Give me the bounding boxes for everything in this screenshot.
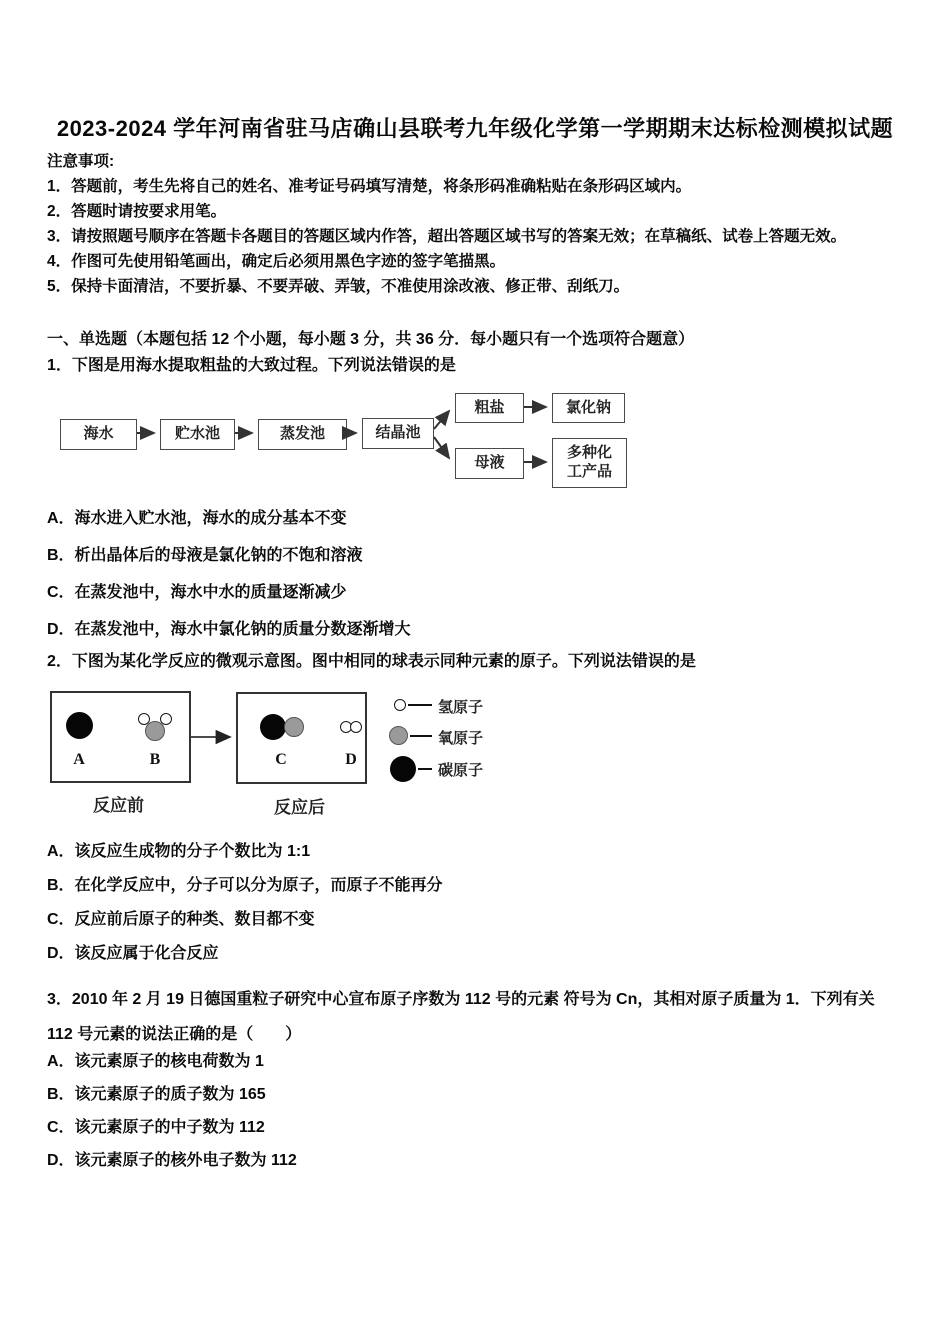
molecule-label-b: B [149, 751, 161, 768]
q1-option-b: B．析出晶体后的母液是氯化钠的不饱和溶液 [47, 547, 363, 564]
q1-flowchart [0, 388, 700, 493]
flowchart-box-label: 结晶池 [375, 424, 421, 442]
q2-option-d: D．该反应属于化合反应 [47, 945, 219, 962]
flowchart-box-label: 粗盐 [474, 398, 505, 416]
q2-reaction-diagram [40, 685, 520, 825]
q1-option-a: A．海水进入贮水池，海水的成分基本不变 [47, 510, 347, 527]
legend-hydrogen-icon [394, 699, 406, 711]
page-title: 2023-2024 学年河南省驻马店确山县联考九年级化学第一学期期末达标检测模拟试题 [56, 116, 894, 141]
question-3-stem [47, 982, 875, 1052]
flowchart-box-label: 氯化钠 [565, 398, 611, 416]
notice-heading: 注意事项: [47, 153, 115, 170]
q3-option-b: B．该元素原子的质子数为 165 [47, 1086, 266, 1103]
carbon-atom-icon [66, 712, 93, 739]
legend-carbon-icon [390, 756, 416, 782]
molecule-label-d: D [345, 751, 357, 768]
q3-option-d: D．该元素原子的核外电子数为 112 [47, 1152, 297, 1169]
notice-section [47, 149, 917, 299]
notice-item: 4．作图可先使用铅笔画出，确定后必须用黑色字迹的签字笔描黑。 [47, 253, 506, 270]
question-3-options [47, 1052, 297, 1184]
q1-option-d: D．在蒸发池中，海水中氯化钠的质量分数逐渐增大 [47, 621, 411, 638]
legend-carbon-label: 碳原子 [438, 762, 484, 779]
after-reaction-box [236, 692, 367, 784]
question-1-options [47, 509, 411, 657]
notice-item: 2．答题时请按要求用笔。 [47, 203, 227, 220]
flowchart-box-label: 多种化工产品 [566, 444, 612, 480]
legend-line [410, 735, 432, 737]
carbon-atom-icon [260, 714, 286, 740]
q3-option-c: C．该元素原子的中子数为 112 [47, 1119, 265, 1136]
hydrogen-atom-icon [350, 721, 362, 733]
q3-stem-line-1: 3．2010 年 2 月 19 日德国重粒子研究中心宣布原子序数为 112 号的元素 符号为 Cn，其相对原子质量为 1．下列有关 [47, 991, 875, 1008]
q2-option-b: B．在化学反应中，分子可以分为原子，而原子不能再分 [47, 877, 443, 894]
notice-item: 3．请按照题号顺序在答题卡各题目的答题区域内作答，超出答题区域书写的答案无效；在草稿纸、试卷上答题无效。 [47, 228, 847, 245]
legend-oxygen-icon [389, 726, 408, 745]
legend-line [418, 768, 432, 770]
flowchart-box-label: 海水 [83, 425, 114, 443]
flowchart-box-label: 贮水池 [174, 425, 220, 443]
question-1-stem: 1．下图是用海水提取粗盐的大致过程。下列说法错误的是 [47, 357, 456, 374]
reaction-arrow-icon [190, 729, 238, 745]
question-2-options [47, 842, 443, 978]
after-reaction-label: 反应后 [274, 798, 325, 817]
legend-oxygen-label: 氧原子 [438, 730, 484, 747]
q3-option-a: A．该元素原子的核电荷数为 1 [47, 1053, 264, 1070]
q1-option-c: C．在蒸发池中，海水中水的质量逐渐减少 [47, 584, 347, 601]
before-reaction-box [50, 691, 191, 783]
hydrogen-atom-icon [138, 713, 150, 725]
q3-stem-line-2: 112 号元素的说法正确的是（ ） [47, 1026, 302, 1043]
notice-item: 1．答题前，考生先将自己的姓名、准考证号码填写清楚，将条形码准确粘贴在条形码区域内。 [47, 178, 692, 195]
legend-hydrogen-label: 氢原子 [438, 699, 484, 716]
flowchart-box-label: 蒸发池 [279, 425, 325, 443]
notice-item: 5．保持卡面清洁，不要折暴、不要弄破、弄皱，不准使用涂改液、修正带、刮纸刀。 [47, 278, 630, 295]
molecule-label-a: A [73, 751, 85, 768]
q2-option-c: C．反应前后原子的种类、数目都不变 [47, 911, 315, 928]
section-heading: 一、单选题（本题包括 12 个小题，每小题 3 分，共 36 分．每小题只有一个选项符合题意） [47, 331, 695, 348]
flowchart-box-label: 母液 [474, 454, 505, 472]
flowchart-arrow-icons [0, 388, 700, 493]
hydrogen-atom-icon [160, 713, 172, 725]
question-2-stem: 2．下图为某化学反应的微观示意图。图中相同的球表示同种元素的原子。下列说法错误的是 [47, 653, 696, 670]
molecule-label-c: C [275, 751, 287, 768]
legend-line [408, 704, 432, 706]
q2-option-a: A．该反应生成物的分子个数比为 1:1 [47, 843, 311, 860]
oxygen-atom-icon [284, 717, 304, 737]
before-reaction-label: 反应前 [93, 796, 144, 815]
